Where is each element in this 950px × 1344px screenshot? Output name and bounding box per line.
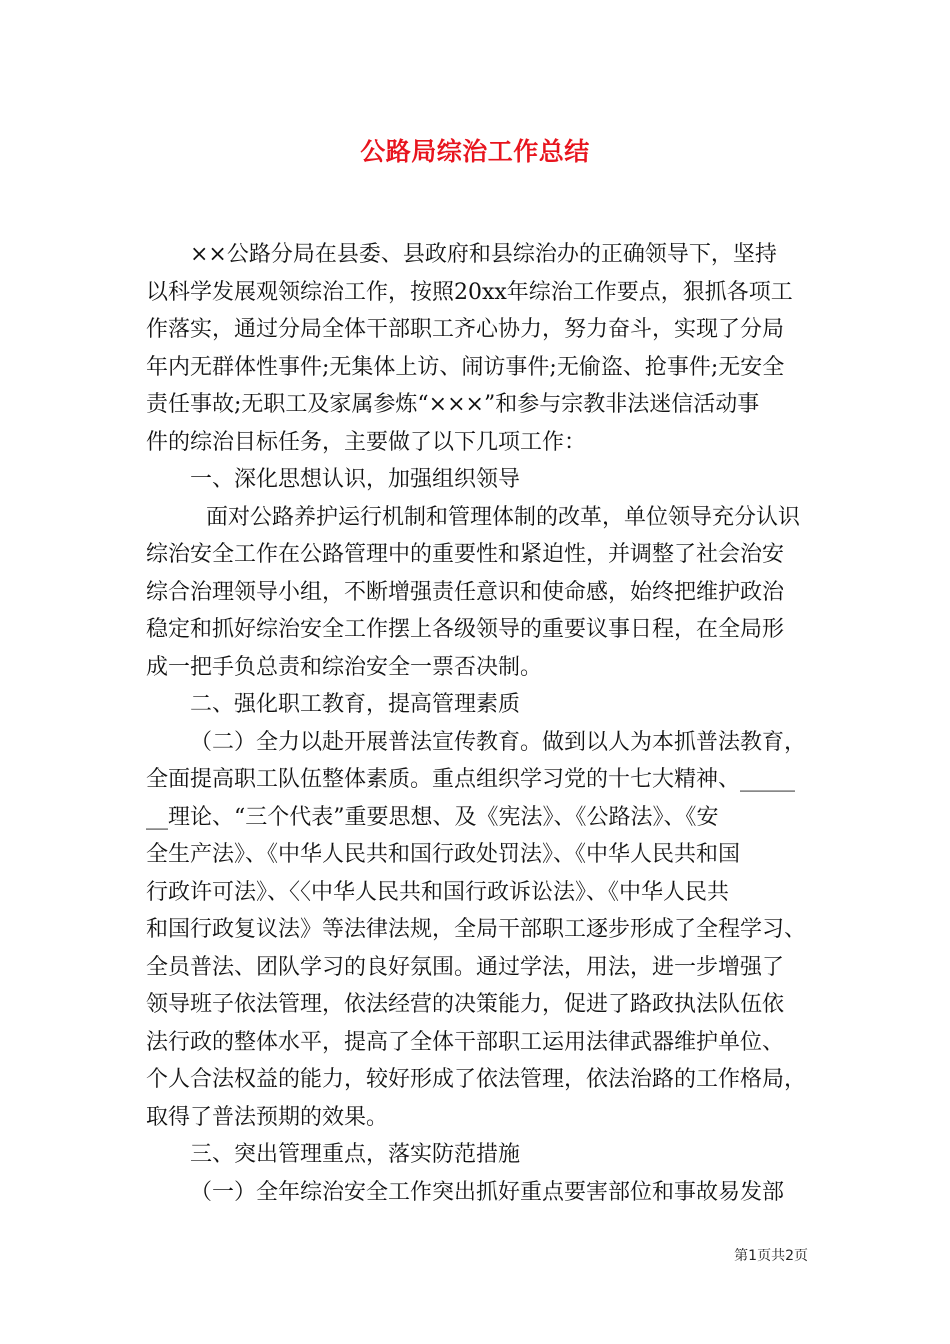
body-line: 取得了普法预期的效果。 xyxy=(146,1104,389,1130)
page-indicator: 第1页共2页 xyxy=(734,1248,808,1264)
body-line: 稳定和抓好综治安全工作摆上各级领导的重要议事日程，在全局形 xyxy=(146,617,785,642)
section-heading: 二、强化职工教育，提高管理素质 xyxy=(190,692,521,717)
body-line: 年内无群体性事件;无集体上访、闹访事件;无偷盗、抢事件;无安全 xyxy=(146,354,785,380)
body-line: 全生产法》、《中华人民共和国行政处罚法》、《中华人民共和国 xyxy=(146,842,741,867)
body-line: __理论、“三个代表”重要思想、及《宪法》、《公路法》、《安 xyxy=(146,804,719,830)
body-line: 法行政的整体水平，提高了全体干部职工运用法律武器维护单位、 xyxy=(146,1029,785,1055)
body-line: ××公路分局在县委、县政府和县综治办的正确领导下，坚持 xyxy=(190,242,777,267)
body-line: 责任事故;无职工及家属参炼“×××”和参与宗教非法迷信活动事 xyxy=(146,392,760,417)
body-line: 作落实，通过分局全体干部职工齐心协力，努力奋斗，实现了分局 xyxy=(146,317,785,342)
body-line: 和国行政复议法》等法律法规，全局干部职工逐步形成了全程学习、 xyxy=(146,917,806,942)
body-line: 件的综治目标任务，主要做了以下几项工作： xyxy=(146,429,587,455)
body-line: 以科学发展观领综治工作，按照20xx年综治工作要点，狠抓各项工 xyxy=(146,279,793,305)
body-line: 全面提高职工队伍整体素质。重点组织学习党的十七大精神、_____ xyxy=(146,767,796,792)
body-line: 领导班子依法管理，依法经营的决策能力，促进了路政执法队伍依 xyxy=(146,992,785,1017)
section-heading: 三、突出管理重点，落实防范措施 xyxy=(190,1142,521,1167)
body-line: 综治安全工作在公路管理中的重要性和紧迫性，并调整了社会治安 xyxy=(146,542,785,567)
body-line: 面对公路养护运行机制和管理体制的改革，单位领导充分认识 xyxy=(206,504,801,530)
body-line: 综合治理领导小组，不断增强责任意识和使命感，始终把维护政治 xyxy=(146,579,785,605)
document-body xyxy=(146,236,806,1211)
section-heading: 一、深化思想认识，加强组织领导 xyxy=(190,467,521,492)
document-title: 公路局综治工作总结 xyxy=(360,137,590,166)
body-line: 行政许可法》、〈〈中华人民共和国行政诉讼法》、《中华人民共 xyxy=(146,879,730,905)
body-line: 成一把手负总责和综治安全一票否决制。 xyxy=(146,654,543,680)
body-line: 全员普法、团队学习的良好氛围。通过学法，用法，进一步增强了 xyxy=(146,954,785,980)
body-line: （二）全力以赴开展普法宣传教育。做到以人为本抓普法教育， xyxy=(190,729,806,755)
body-line: （一）全年综治安全工作突出抓好重点要害部位和事故易发部 xyxy=(190,1179,785,1205)
body-line: 个人合法权益的能力，较好形成了依法管理，依法治路的工作格局， xyxy=(146,1067,806,1092)
